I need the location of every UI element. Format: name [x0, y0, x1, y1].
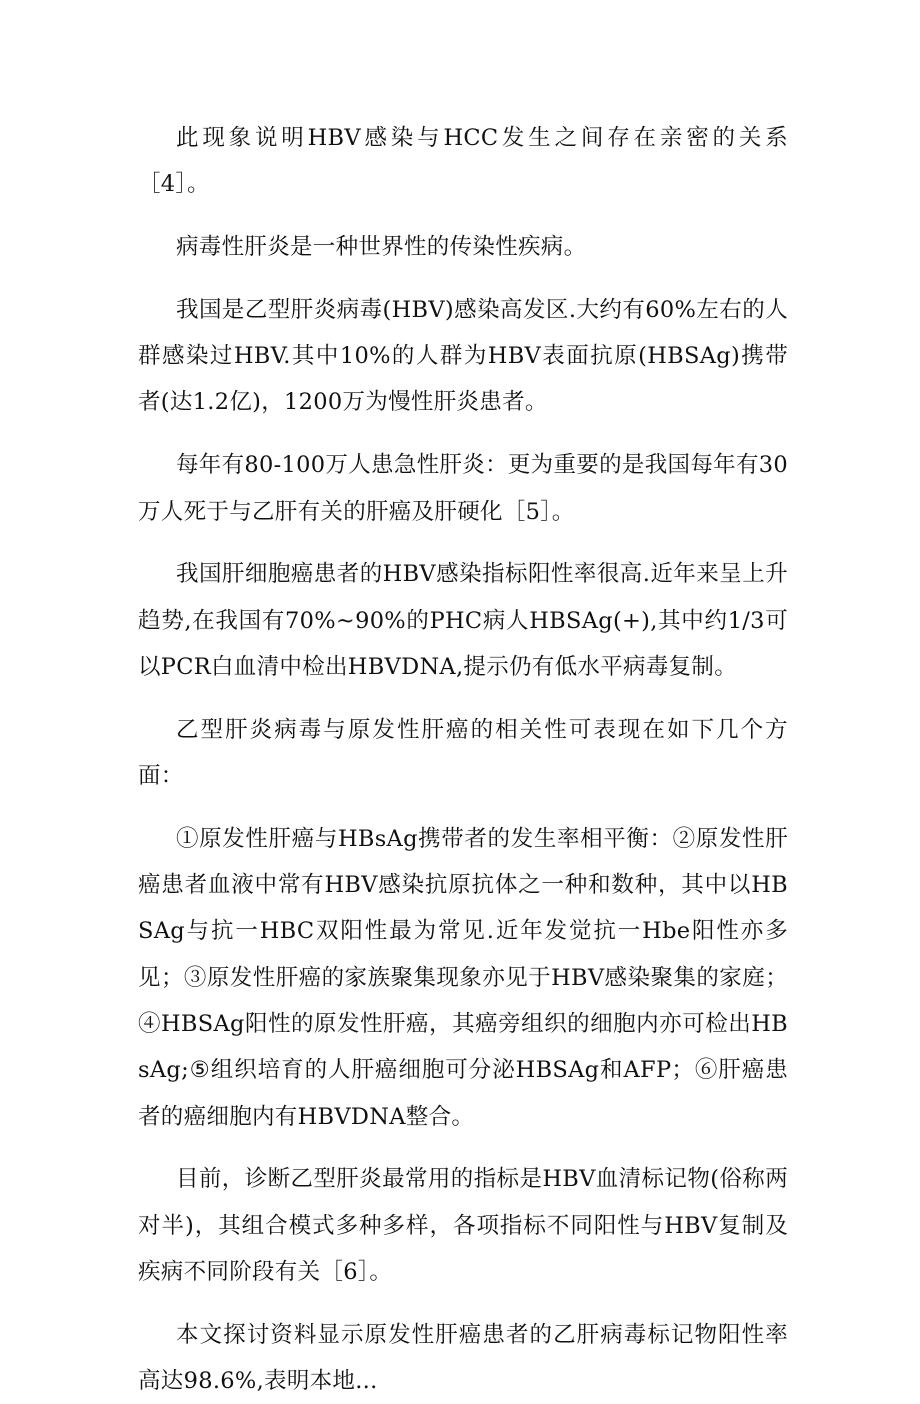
- paragraph-diagnosis-markers: 目前，诊断乙型肝炎最常用的指标是HBV血清标记物(俗称两对半)，其组合模式多种多样，各项指标不同阳性与HBV复制及疾病不同阶段有关［6］。: [138, 1166, 788, 1286]
- paragraph-correlation-list: ①原发性肝癌与HBsAg携带者的发生率相平衡：②原发性肝癌患者血液中常有HBV感染抗原抗体之一种和数种，其中以HBSAg与抗一HBC双阳性最为常见.近年发觉抗一Hbe阳性亦多见；③原发性肝癌的家族聚集现象亦见于HBV感染聚集的家庭；④HBSAg阳性的原发性肝癌，其癌旁组织的细胞内亦可检出HBsAg;⑤组织培育的人肝癌细胞可分泌HBSAg和AFP；⑥肝癌患者的癌细胞内有HBVDNA整合。: [138, 825, 788, 1130]
- paragraph-hcc-positive-rate: 我国肝细胞癌患者的HBV感染指标阳性率很高.近年来呈上升趋势,在我国有70%~90%的PHC病人HBSAg(+),其中约1/3可以PCR白血清中检出HBVDNA,提示仍有低水平病毒复制。: [138, 561, 788, 680]
- paragraph-study-result: 本文探讨资料显示原发性肝癌患者的乙肝病毒标记物阳性率高达98.6%,表明本地...: [138, 1321, 788, 1395]
- paragraph-hbv-hcc-relation: 此现象说明HBV感染与HCC发生之间存在亲密的关系［4］。: [138, 125, 788, 198]
- paragraph-viral-hepatitis: 病毒性肝炎是一种世界性的传染性疾病。: [176, 234, 587, 261]
- paragraph-correlation-intro: 乙型肝炎病毒与原发性肝癌的相关性可表现在如下几个方面：: [138, 716, 788, 790]
- paragraph-hbv-prevalence: 我国是乙型肝炎病毒(HBV)感染高发区.大约有60%左右的人群感染过HBV.其中10%的人群为HBV表面抗原(HBSAg)携带者(达1.2亿)，1200万为慢性肝炎患者。: [138, 296, 788, 416]
- paragraph-annual-cases: 每年有80-100万人患急性肝炎：更为重要的是我国每年有30万人死于与乙肝有关的肝癌及肝硬化［5］。: [138, 452, 788, 525]
